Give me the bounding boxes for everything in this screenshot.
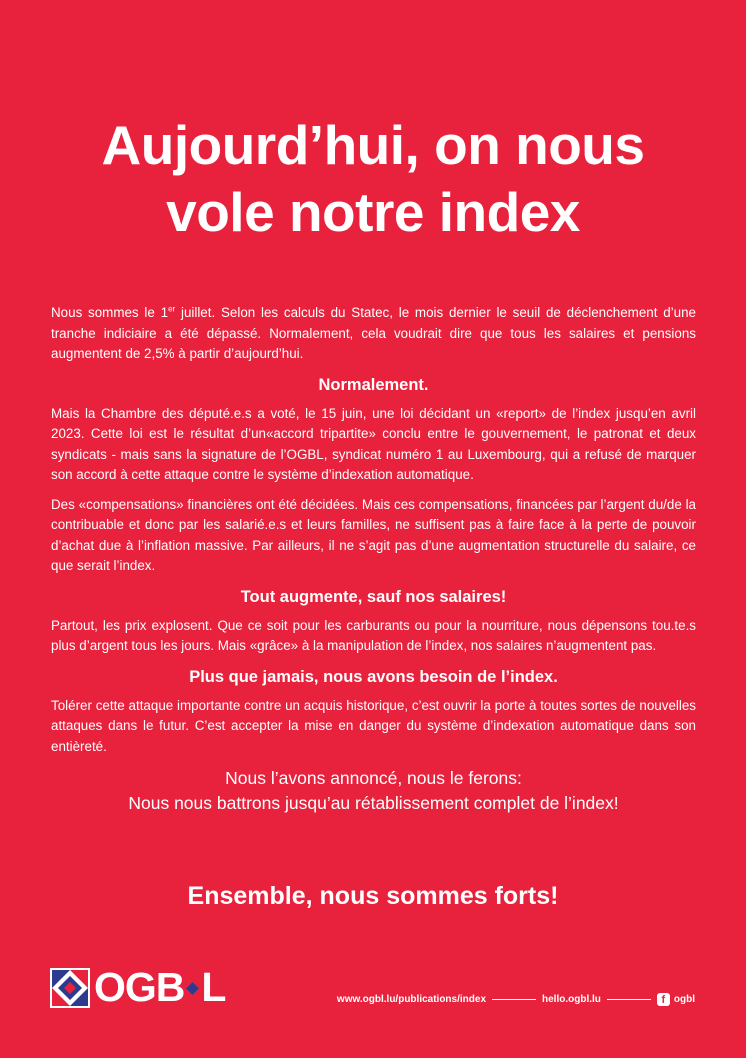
- paragraph-attaque: Tolérer cette attaque importante contre un acquis historique, c’est ouvrir la porte à toutes sortes de nouvelles attaques dans le futur. C’est accepter la mise en danger du système d’indexation automatique dans son entièreté.: [51, 697, 696, 754]
- intro-text-start: Nous sommes le 1: [51, 305, 169, 320]
- footer-divider: [492, 999, 536, 1000]
- section-heading-normalement: Normalement.: [318, 375, 429, 394]
- website-link[interactable]: www.ogbl.lu/publications/index: [336, 994, 486, 1005]
- section-heading-tout-augmente: Tout augmente, sauf nos salaires!: [240, 587, 507, 606]
- intro-paragraph: [51, 303, 696, 365]
- facebook-icon[interactable]: f: [657, 993, 670, 1006]
- headline-line-2: vole notre index: [166, 181, 580, 243]
- ogbl-logo[interactable]: [50, 965, 225, 1010]
- final-slogan: Ensemble, nous sommes forts!: [187, 882, 559, 910]
- footer-links: [337, 993, 695, 1006]
- headline: [0, 112, 746, 246]
- article-body: [51, 303, 696, 816]
- headline-line-1: Aujourd’hui, on nous: [101, 114, 645, 176]
- footer-divider: [607, 999, 651, 1000]
- footer: [50, 965, 695, 1010]
- ogbl-logo-text: [94, 965, 225, 1010]
- email-link[interactable]: hello.ogbl.lu: [542, 994, 601, 1005]
- facebook-link[interactable]: ogbl: [673, 994, 695, 1005]
- closing-line-2: Nous nous battrons jusqu’au rétablissement complet de l’index!: [128, 793, 619, 813]
- intro-text-end: juillet. Selon les calculs du Statec, le mois dernier le seuil de déclenchement d’une tranche indiciaire a été dépassé. Normalement, cela voudrait dire que tous les salaires et pensions augmentent de 2,5% à partir d’aujourd’hui.: [51, 305, 696, 361]
- paragraph-compensations: Des «compensations» financières ont été décidées. Mais ces compensations, financées par l’argent du/de la contribuable et donc par les salarié.e.s et leurs familles, ne suffisent pas à faire face à la perte de pouvoir d’achat due à l’inflation massive. Par ailleurs, il ne s’agit pas d’une augmentation structurelle du salaire, ce que serait l’index.: [51, 496, 696, 573]
- paragraph-prix: Partout, les prix explosent. Que ce soit pour les carburants ou pour la nourriture, nous dépensons tou.te.s plus d’argent tous les jours. Mais «grâce» à la manipulation de l’index, nos salaires n’augmentent pas.: [51, 617, 696, 653]
- logo-text-left: OGB: [94, 964, 185, 1010]
- intro-superscript: er: [168, 304, 176, 314]
- logo-text-right: L: [201, 964, 226, 1010]
- section-heading-besoin-index: Plus que jamais, nous avons besoin de l’index.: [189, 667, 558, 686]
- logo-diamond-icon: [187, 982, 200, 995]
- paragraph-chambre: Mais la Chambre des député.e.s a voté, le 15 juin, une loi décidant un «report» de l’index jusqu’en avril 2023. Cette loi est le résultat d’un«accord tripartite» conclu entre le gouvernement, le patronat et deux syndicats - mais sans la signature de l’OGBL, syndicat numéro 1 au Luxembourg, qui a refusé de marquer son accord à cette attaque contre le système d’indexation automatique.: [51, 405, 696, 482]
- ogbl-logo-mark-icon: [50, 968, 90, 1008]
- closing-line-1: Nous l’avons annoncé, nous le ferons:: [225, 768, 522, 788]
